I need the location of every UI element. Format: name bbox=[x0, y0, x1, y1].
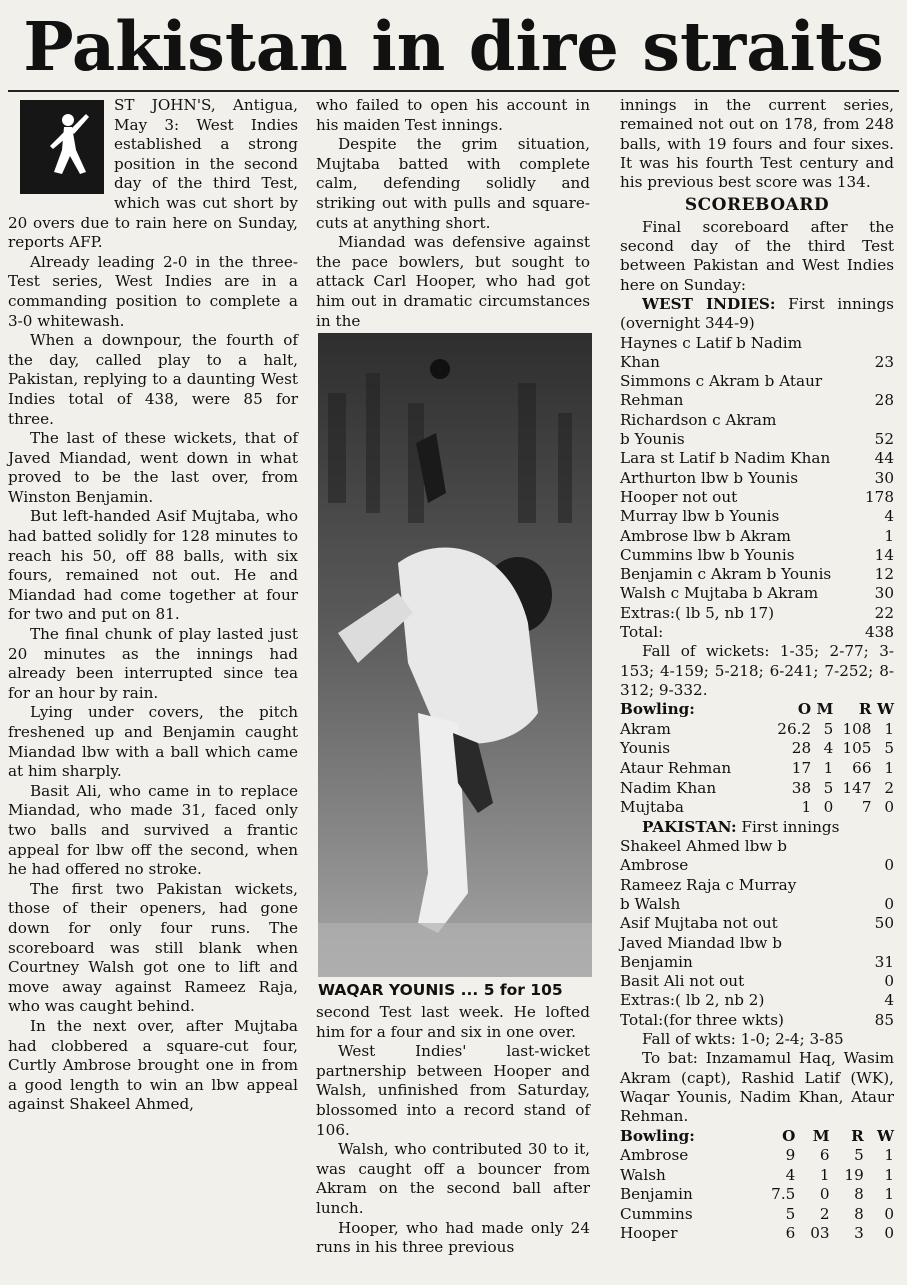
paragraph: who failed to open his account in his maiden Test innings. bbox=[316, 96, 590, 134]
bowler-name: Mujtaba bbox=[620, 798, 684, 817]
overs: 38 bbox=[791, 778, 812, 797]
bowling-label: Bowling: bbox=[620, 1126, 695, 1145]
bowling-header bbox=[620, 1127, 894, 1147]
paragraph: Walsh, who contributed 30 to it, was caught off a bouncer from Akram on the second ball after lunch. bbox=[316, 1140, 590, 1217]
bowler-name: Walsh bbox=[620, 1165, 666, 1184]
bowling-row bbox=[620, 779, 894, 799]
runs: 4 bbox=[884, 991, 894, 1010]
batsman-name: b Walsh bbox=[620, 894, 681, 913]
maidens: 0 bbox=[819, 1185, 830, 1204]
bowling-col-header: O bbox=[782, 1126, 796, 1145]
runs: 44 bbox=[874, 449, 894, 468]
team-heading: WEST INDIES: bbox=[642, 294, 776, 313]
news-photo bbox=[318, 333, 592, 977]
batsman-name: Walsh c Mujtaba b Akram bbox=[620, 584, 819, 603]
batsman-name: Extras:( lb 5, nb 17) bbox=[620, 603, 775, 622]
paragraph: second Test last week. He lofted him for a four and six in one over. bbox=[316, 1003, 590, 1041]
article-column-2-continued bbox=[316, 1003, 590, 1258]
batting-row bbox=[620, 584, 894, 603]
batsman-line: Simmons c Akram b Ataur bbox=[620, 372, 823, 391]
bowling-row bbox=[620, 720, 894, 740]
bowling-header bbox=[620, 700, 894, 720]
bowler-name: Benjamin bbox=[620, 1185, 693, 1204]
runs-conceded: 66 bbox=[852, 758, 872, 777]
batsman-name: Benjamin c Akram b Younis bbox=[620, 565, 832, 584]
maidens: 1 bbox=[823, 758, 834, 777]
batsman-name: Asif Mujtaba not out bbox=[620, 914, 778, 933]
bowling-col-header: R bbox=[851, 1126, 864, 1145]
paragraph: The final chunk of play lasted just 20 minutes as the innings had already been interrupted since tea for an hour by rain. bbox=[8, 625, 298, 702]
runs: 178 bbox=[865, 487, 894, 506]
runs: 0 bbox=[884, 894, 894, 913]
batting-row bbox=[620, 430, 894, 449]
bowler-name: Ambrose bbox=[620, 1146, 689, 1165]
bowling-col-header: W bbox=[876, 700, 894, 719]
paragraph: When a downpour, the fourth of the day, called play to a halt, Pakistan, replying to a daunting West Indies total of 438, were 85 for three. bbox=[8, 331, 298, 428]
batting-row bbox=[620, 856, 894, 875]
bowling-col-header: R bbox=[858, 700, 872, 719]
article-column-3 bbox=[620, 96, 894, 1244]
bowler-name: Hooper bbox=[620, 1224, 678, 1243]
batting-row bbox=[620, 953, 894, 972]
maidens: 2 bbox=[819, 1204, 830, 1223]
headline: Pakistan in dire straits bbox=[23, 7, 884, 86]
bowler-name: Akram bbox=[620, 719, 671, 738]
innings-label: First innings bbox=[736, 817, 840, 836]
runs: 14 bbox=[874, 545, 894, 564]
wickets: 1 bbox=[884, 1185, 894, 1204]
bowler-name: Nadim Khan bbox=[620, 778, 717, 797]
maidens: 1 bbox=[819, 1165, 830, 1184]
overs: 4 bbox=[785, 1165, 796, 1184]
runs: 28 bbox=[874, 391, 894, 410]
photo-caption: WAQAR YOUNIS ... 5 for 105 bbox=[318, 981, 563, 999]
runs-conceded: 5 bbox=[854, 1146, 864, 1165]
bowling-row bbox=[620, 739, 894, 759]
batsman-name: Extras:( lb 2, nb 2) bbox=[620, 991, 765, 1010]
runs: 85 bbox=[874, 1010, 894, 1029]
runs: 50 bbox=[874, 914, 894, 933]
runs: 30 bbox=[874, 468, 894, 487]
cricket-logo-icon bbox=[20, 100, 104, 194]
runs: 52 bbox=[874, 430, 894, 449]
batting-row bbox=[620, 914, 894, 933]
runs-conceded: 19 bbox=[844, 1165, 864, 1184]
overs: 7.5 bbox=[771, 1185, 796, 1204]
batting-row bbox=[620, 469, 894, 488]
overs: 6 bbox=[785, 1224, 796, 1243]
bowling-row bbox=[620, 1224, 894, 1244]
overs: 5 bbox=[785, 1204, 796, 1223]
runs-conceded: 7 bbox=[861, 798, 872, 817]
runs-conceded: 108 bbox=[842, 719, 872, 738]
bowling-col-header: M bbox=[812, 1126, 830, 1145]
batsman-name: b Younis bbox=[620, 430, 685, 449]
article-column-1 bbox=[8, 96, 298, 1115]
runs-conceded: 3 bbox=[854, 1224, 864, 1243]
batting-row bbox=[620, 991, 894, 1010]
paragraph: Lying under covers, the pitch freshened up and Benjamin caught Miandad lbw with a ball which came at him sharply. bbox=[8, 703, 298, 781]
overs: 9 bbox=[785, 1146, 796, 1165]
westindies-bowling-table bbox=[620, 1127, 894, 1245]
batsman-name: Benjamin bbox=[620, 952, 693, 971]
bowling-row bbox=[620, 759, 894, 779]
bowler-photo-icon bbox=[318, 333, 592, 977]
runs: 23 bbox=[874, 352, 894, 371]
overs: 17 bbox=[791, 758, 812, 777]
wickets: 2 bbox=[884, 778, 894, 797]
maidens: 4 bbox=[823, 739, 834, 758]
bowling-row bbox=[620, 1185, 894, 1205]
batsman-line: Shakeel Ahmed lbw b bbox=[620, 837, 787, 856]
bowling-row bbox=[620, 1205, 894, 1225]
wickets: 1 bbox=[884, 1165, 894, 1184]
batsman-name: Basit Ali not out bbox=[620, 972, 745, 991]
bowler-name: Ataur Rehman bbox=[620, 758, 732, 777]
bowling-col-header: W bbox=[876, 1126, 894, 1145]
batsman-line: Javed Miandad lbw b bbox=[620, 933, 782, 952]
to-bat: To bat: Inzamamul Haq, Wasim Akram (capt), Rashid Latif (WK), Waqar Younis, Nadim Khan, Ataur Rehman. bbox=[620, 1049, 894, 1126]
paragraph: Miandad was defensive against the pace bowlers, but sought to attack Carl Hooper, who had got him out in dramatic circumstances in the bbox=[316, 233, 590, 330]
batting-row bbox=[620, 488, 894, 507]
fall-of-wickets: Fall of wickets: 1-35; 2-77; 3-153; 4-159; 5-218; 6-241; 7-252; 8-312; 9-332. bbox=[620, 642, 894, 699]
batsman-line: Rameez Raja c Murray bbox=[620, 875, 797, 894]
batsman-name: Hooper not out bbox=[620, 487, 738, 506]
bowling-label: Bowling: bbox=[620, 700, 695, 719]
runs-conceded: 147 bbox=[842, 778, 872, 797]
pakistan-bowling-table bbox=[620, 700, 894, 818]
paragraph: West Indies established a strong position in the second day of the third Test, which was cut short by 20 overs due to rain here on Sunday, reports AFP. bbox=[8, 115, 299, 252]
runs: 12 bbox=[874, 565, 894, 584]
runs: 1 bbox=[884, 526, 894, 545]
runs-conceded: 8 bbox=[854, 1185, 864, 1204]
batsman-line: Richardson c Akram bbox=[620, 410, 777, 429]
bowler-name: Younis bbox=[620, 739, 671, 758]
bowling-col-header: M bbox=[816, 700, 834, 719]
bowling-row bbox=[620, 798, 894, 818]
paragraph: In the next over, after Mujtaba had clobbered a square-cut four, Curtly Ambrose brought one in from a good length to win an lbw appeal against Shakeel Ahmed, bbox=[8, 1016, 298, 1114]
wickets: 1 bbox=[884, 719, 894, 738]
bowling-col-header: O bbox=[797, 700, 812, 719]
runs: 0 bbox=[884, 856, 894, 875]
batting-row bbox=[620, 546, 894, 565]
bowling-row bbox=[620, 1146, 894, 1166]
runs: 30 bbox=[874, 584, 894, 603]
paragraph: West Indies' last-wicket partnership between Hooper and Walsh, unfinished from Saturday, blossomed into a record stand of 106. bbox=[316, 1042, 590, 1139]
maidens: 5 bbox=[823, 778, 834, 797]
batsman-name: Arthurton lbw b Younis bbox=[620, 468, 799, 487]
runs: 4 bbox=[884, 507, 894, 526]
paragraph: The last of these wickets, that of Javed Miandad, went down in what proved to be the last over, from Winston Benjamin. bbox=[8, 429, 298, 506]
team-heading: PAKISTAN: bbox=[642, 817, 737, 836]
wickets: 1 bbox=[884, 758, 894, 777]
maidens: 6 bbox=[819, 1146, 830, 1165]
innings-label: First innings (overnight 344-9) bbox=[620, 294, 894, 333]
wi-batting-list bbox=[620, 334, 894, 643]
runs: 0 bbox=[884, 972, 894, 991]
batting-row bbox=[620, 1011, 894, 1030]
wickets: 5 bbox=[884, 739, 894, 758]
maidens: 03 bbox=[810, 1224, 830, 1243]
batsman-name: Cummins lbw b Younis bbox=[620, 545, 795, 564]
batsman-name: Lara st Latif b Nadim Khan bbox=[620, 449, 831, 468]
batsman-name: Ambrose lbw b Akram bbox=[620, 526, 791, 545]
batting-row bbox=[620, 604, 894, 623]
bowling-row bbox=[620, 1166, 894, 1186]
overs: 26.2 bbox=[777, 719, 812, 738]
maidens: 5 bbox=[823, 719, 834, 738]
batsman-name: Khan bbox=[620, 352, 660, 371]
batsman-name: Ambrose bbox=[620, 856, 689, 875]
scoreboard-title: SCOREBOARD bbox=[684, 195, 830, 216]
batsman-name: Murray lbw b Younis bbox=[620, 507, 780, 526]
paragraph: Already leading 2-0 in the three-Test series, West Indies are in a commanding position to complete a 3-0 whitewash. bbox=[8, 252, 298, 330]
paragraph: But left-handed Asif Mujtaba, who had batted solidly for 128 minutes to reach his 50, off 88 balls, with six fours, remained not out. He and Miandad had come together at four for two and put on 81. bbox=[8, 507, 298, 624]
batting-row bbox=[620, 507, 894, 526]
pak-batting-list bbox=[620, 837, 894, 1030]
batting-row bbox=[620, 565, 894, 584]
fall-of-wickets: Fall of wkts: 1-0; 2-4; 3-85 bbox=[642, 1030, 844, 1049]
batting-row bbox=[620, 353, 894, 372]
batting-row bbox=[620, 895, 894, 914]
paragraph: Hooper, who had made only 24 runs in his three previous bbox=[316, 1218, 590, 1257]
runs: 438 bbox=[865, 623, 894, 642]
wickets: 0 bbox=[884, 1204, 894, 1223]
batting-row bbox=[620, 391, 894, 410]
article-column-2 bbox=[316, 96, 590, 331]
batsman-line: Haynes c Latif b Nadim bbox=[620, 333, 803, 352]
scoreboard-intro: Final scoreboard after the second day of the third Test between Pakistan and West Indies here on Sunday: bbox=[620, 217, 894, 294]
maidens: 0 bbox=[823, 798, 834, 817]
overs: 1 bbox=[801, 798, 812, 817]
overs: 28 bbox=[791, 739, 812, 758]
batsman-name: Rehman bbox=[620, 391, 684, 410]
batting-row bbox=[620, 449, 894, 468]
wickets: 0 bbox=[884, 798, 894, 817]
wickets: 1 bbox=[884, 1146, 894, 1165]
paragraph: The first two Pakistan wickets, those of their openers, had gone down for only four runs. The scoreboard was still blank when Courtney Walsh got one to lift and move away against Rameez Raja, who was caught behind. bbox=[8, 879, 298, 1016]
wickets: 0 bbox=[884, 1224, 894, 1243]
paragraph: Basit Ali, who came in to replace Miandad, who made 31, faced only two balls and survived a frantic appeal for lbw off the second, when he had offered no stroke. bbox=[8, 781, 298, 879]
bowler-name: Cummins bbox=[620, 1204, 693, 1223]
batting-row bbox=[620, 527, 894, 546]
runs-conceded: 105 bbox=[842, 739, 872, 758]
batsman-name: Total: bbox=[620, 623, 664, 642]
runs: 22 bbox=[874, 603, 894, 622]
runs-conceded: 8 bbox=[854, 1204, 864, 1223]
headline-rule bbox=[8, 90, 899, 92]
batting-row bbox=[620, 623, 894, 642]
batting-row bbox=[620, 972, 894, 991]
paragraph: Despite the grim situation, Mujtaba batted with complete calm, defending solidly and striking out with pulls and square-cuts at anything short. bbox=[316, 135, 590, 232]
paragraph: innings in the current series, remained not out on 178, from 248 balls, with 19 fours and four sixes. It was his fourth Test century and his previous best score was 134. bbox=[620, 96, 894, 192]
batsman-name: Total:(for three wkts) bbox=[620, 1010, 784, 1029]
runs: 31 bbox=[874, 952, 894, 971]
dateline: ST JOHN'S, Antigua, May 3: bbox=[114, 96, 298, 134]
